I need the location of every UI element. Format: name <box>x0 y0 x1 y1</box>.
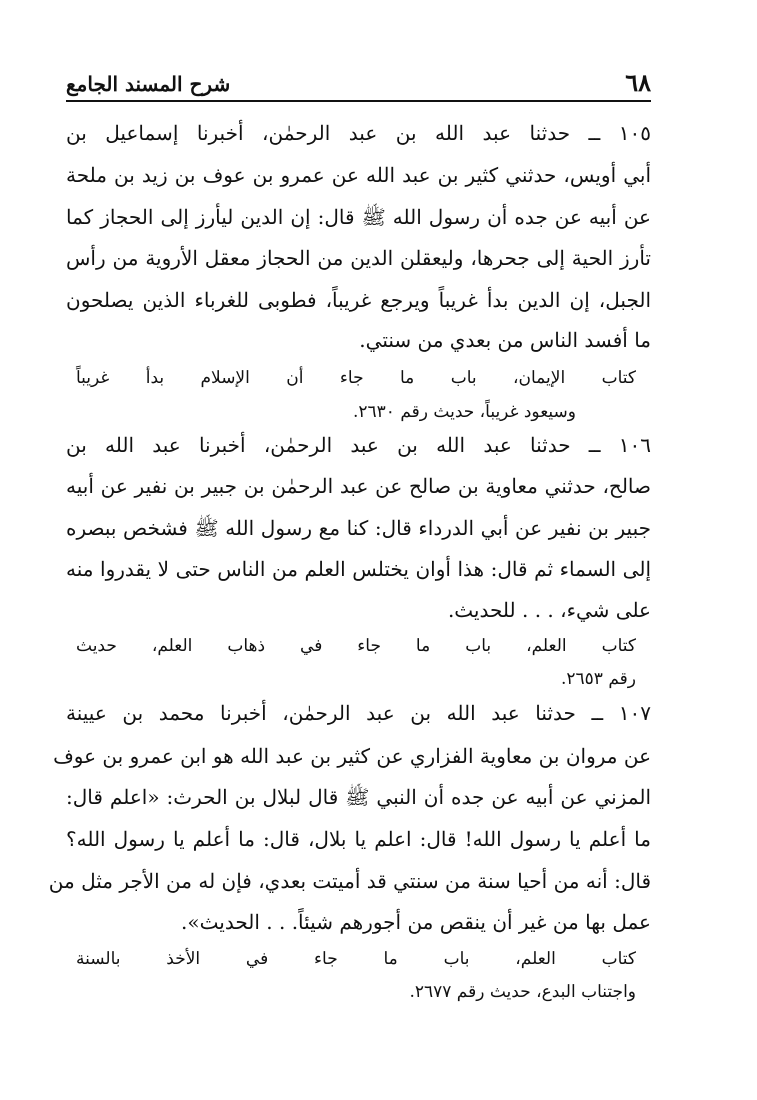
hadith-107-line: ١٠٧ ــ حدثنا عبد الله بن عبد الرحمٰن، أخبرنا محمد بن عيينة <box>66 701 651 725</box>
hadith-105-reference: وسيعود غريباً، حديث رقم ٢٦٣٠. <box>353 402 576 422</box>
hadith-107-reference: كتاب العلم، باب ما جاء في الأخذ بالسنة <box>76 949 636 969</box>
hadith-105-line: الجبل، إن الدين بدأ غريباً ويرجع غريباً، فطوبى للغرباء الذين يصلحون <box>66 288 651 312</box>
hadith-106-line: على شيء، . . . للحديث. <box>447 598 651 622</box>
running-title: شرح المسند الجامع <box>66 72 231 96</box>
hadith-107-line: ما أعلم يا رسول الله! قال: اعلم يا بلال، قال: ما أعلم يا رسول الله؟ <box>66 827 651 851</box>
hadith-105-line: ما أفسد الناس من بعدي من سنتي. <box>359 328 651 352</box>
hadith-107-line: المزني عن أبيه عن جده أن النبي ﷺ قال لبلال بن الحرث: «اعلم قال: <box>66 785 651 809</box>
hadith-106-line: إلى السماء ثم قال: هذا أوان يختلس العلم من الناس حتى لا يقدروا منه <box>66 557 651 581</box>
hadith-105-line: تأرز الحية إلى جحرها، وليعقلن الدين من الحجاز معقل الأروية من رأس <box>66 246 651 270</box>
hadith-107-reference: واجتناب البدع، حديث رقم ٢٦٧٧. <box>409 982 636 1002</box>
hadith-105-line: أبي أويس، حدثني كثير بن عبد الله عن عمرو بن عوف بن زيد بن ملحة <box>66 163 651 187</box>
hadith-106-reference: كتاب العلم، باب ما جاء في ذهاب العلم، حديث <box>76 636 636 656</box>
hadith-105-line: ١٠٥ ــ حدثنا عبد الله بن عبد الرحمٰن، أخبرنا إسماعيل بن <box>66 121 651 145</box>
hadith-106-line: جبير بن نفير عن أبي الدرداء قال: كنا مع رسول الله ﷺ فشخص ببصره <box>66 516 651 540</box>
hadith-106-reference: رقم ٢٦٥٣. <box>561 669 636 689</box>
hadith-106-line: صالح، حدثني معاوية بن صالح عن عبد الرحمٰن بن جبير بن نفير عن أبيه <box>66 474 651 498</box>
hadith-106-line: ١٠٦ ــ حدثنا عبد الله بن عبد الرحمٰن، أخبرنا عبد الله بن <box>66 433 651 457</box>
page-number: ٦٨ <box>625 68 651 97</box>
header-rule <box>66 100 651 102</box>
hadith-107-line: قال: أنه من أحيا سنة من سنتي قد أميتت بعدي، فإن له من الأجر مثل من <box>48 869 651 893</box>
hadith-107-line: عن مروان بن معاوية الفزاري عن كثير بن عبد الله هو ابن عمرو بن عوف <box>53 744 651 768</box>
hadith-105-line: عن أبيه عن جده أن رسول الله ﷺ قال: إن الدين ليأرز إلى الحجاز كما <box>66 205 651 229</box>
hadith-107-line: عمل بها من غير أن ينقص من أجورهم شيئاً. . . الحديث». <box>181 910 651 934</box>
page-header <box>66 66 651 104</box>
hadith-105-reference: كتاب الإيمان، باب ما جاء أن الإسلام بدأ غريباً <box>76 368 636 388</box>
